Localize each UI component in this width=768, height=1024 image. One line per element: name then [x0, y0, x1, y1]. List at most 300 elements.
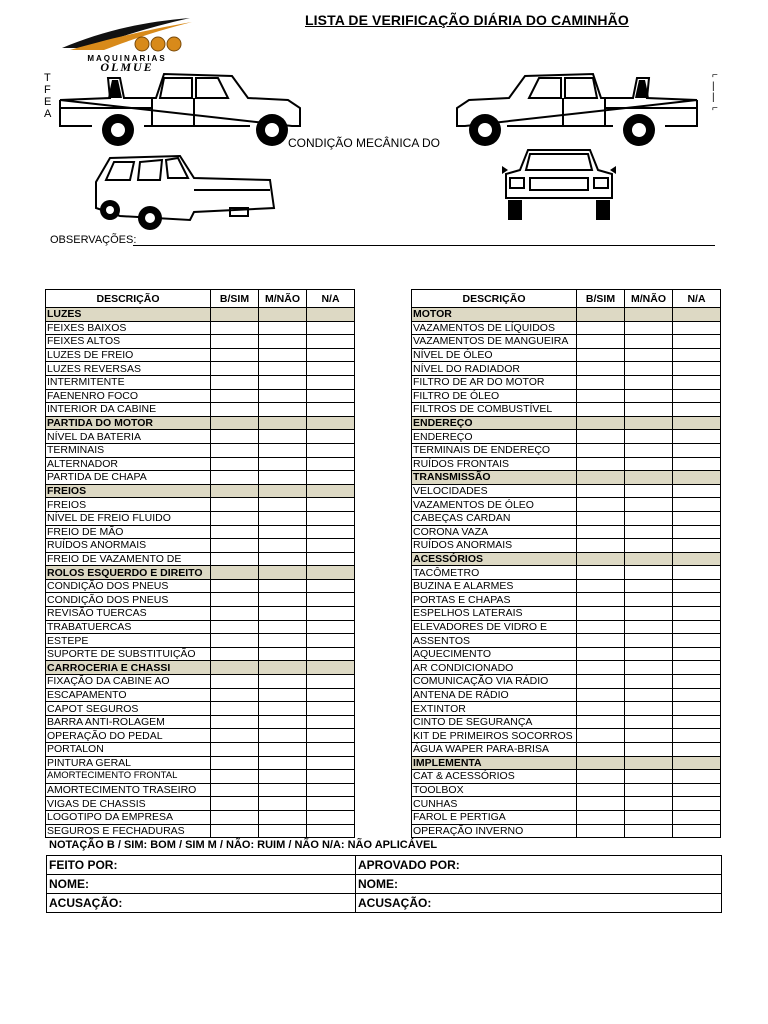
check-cell-na[interactable] [673, 389, 721, 403]
check-cell-bsim[interactable] [211, 321, 259, 335]
check-cell-bsim[interactable] [211, 688, 259, 702]
check-cell-mnao[interactable] [259, 389, 307, 403]
check-cell-bsim[interactable] [211, 743, 259, 757]
check-cell-bsim[interactable] [577, 647, 625, 661]
checklist-item-label: CORONA VAZA [412, 525, 577, 539]
check-cell-na[interactable] [673, 593, 721, 607]
check-cell-na[interactable] [673, 620, 721, 634]
checklist-item-label: ANTENA DE RÁDIO [412, 688, 577, 702]
check-cell-mnao[interactable] [625, 661, 673, 675]
check-cell-mnao[interactable] [259, 634, 307, 648]
check-cell-bsim[interactable] [211, 430, 259, 444]
check-cell-mnao[interactable] [259, 335, 307, 349]
check-cell-mnao[interactable] [625, 824, 673, 838]
check-cell-mnao[interactable] [625, 675, 673, 689]
checklist-row [46, 457, 355, 471]
check-cell-bsim[interactable] [577, 498, 625, 512]
truck-side-right-illustration [448, 68, 710, 148]
check-cell-mnao[interactable] [625, 566, 673, 580]
check-cell-bsim[interactable] [577, 389, 625, 403]
checklist-row [412, 348, 721, 362]
check-cell-bsim[interactable] [211, 715, 259, 729]
check-cell-mnao[interactable] [259, 443, 307, 457]
checklist-row [412, 688, 721, 702]
check-cell-na[interactable] [307, 335, 355, 349]
check-cell-bsim[interactable] [211, 756, 259, 770]
check-cell-mnao[interactable] [625, 593, 673, 607]
check-cell-mnao[interactable] [625, 797, 673, 811]
check-cell-na[interactable] [673, 335, 721, 349]
checklist-item-label: FILTROS DE COMBUSTÍVEL [412, 403, 577, 417]
check-cell-mnao[interactable] [259, 756, 307, 770]
check-cell-bsim[interactable] [577, 620, 625, 634]
column-header-description: DESCRIÇÃO [412, 290, 577, 308]
check-cell-mnao[interactable] [625, 457, 673, 471]
checklist-item-label: ASSENTOS [412, 634, 577, 648]
check-cell-na[interactable] [307, 471, 355, 485]
check-cell-bsim[interactable] [211, 511, 259, 525]
check-cell-bsim[interactable] [577, 484, 625, 498]
check-cell-na[interactable] [307, 688, 355, 702]
check-cell-na[interactable] [673, 539, 721, 553]
acknowledgement-left-field[interactable]: ACUSAÇÃO: [47, 894, 356, 913]
check-cell-bsim[interactable] [577, 702, 625, 716]
check-cell-mnao [625, 552, 673, 566]
checklist-item-label: COMUNICAÇÃO VIA RÁDIO [412, 675, 577, 689]
check-cell-mnao[interactable] [259, 552, 307, 566]
checklist-row [46, 688, 355, 702]
check-cell-na[interactable] [673, 566, 721, 580]
check-cell-bsim[interactable] [211, 539, 259, 553]
checklist-row [412, 321, 721, 335]
section-header-row [412, 552, 721, 566]
check-cell-bsim[interactable] [211, 824, 259, 838]
check-cell-na[interactable] [673, 797, 721, 811]
check-cell-na[interactable] [673, 443, 721, 457]
check-cell-na[interactable] [307, 539, 355, 553]
checklist-row [412, 675, 721, 689]
check-cell-mnao[interactable] [259, 457, 307, 471]
checklist-item-label: BUZINA E ALARMES [412, 579, 577, 593]
check-cell-mnao[interactable] [625, 729, 673, 743]
check-cell-na[interactable] [673, 525, 721, 539]
checklist-item-label: TRABATUERCAS [46, 620, 211, 634]
check-cell-bsim[interactable] [211, 593, 259, 607]
checklist-row [46, 579, 355, 593]
check-cell-na[interactable] [307, 756, 355, 770]
check-cell-bsim[interactable] [211, 607, 259, 621]
checklist-item-label: NÍVEL DA BATERIA [46, 430, 211, 444]
check-cell-na[interactable] [673, 688, 721, 702]
check-cell-mnao[interactable] [625, 335, 673, 349]
column-header-mnao: M/NÃO [259, 290, 307, 308]
check-cell-bsim[interactable] [577, 770, 625, 784]
check-cell-mnao[interactable] [259, 593, 307, 607]
check-cell-na[interactable] [673, 743, 721, 757]
check-cell-na[interactable] [307, 348, 355, 362]
check-cell-na[interactable] [307, 783, 355, 797]
checklist-item-label: TOOLBOX [412, 783, 577, 797]
check-cell-mnao[interactable] [259, 471, 307, 485]
check-cell-mnao[interactable] [259, 375, 307, 389]
check-cell-na[interactable] [307, 647, 355, 661]
check-cell-na[interactable] [307, 457, 355, 471]
checklist-row [46, 498, 355, 512]
check-cell-na[interactable] [673, 403, 721, 417]
check-cell-mnao[interactable] [259, 403, 307, 417]
column-header-na: N/A [673, 290, 721, 308]
column-header-mnao: M/NÃO [625, 290, 673, 308]
check-cell-bsim[interactable] [211, 797, 259, 811]
name-left-field[interactable]: NOME: [47, 875, 356, 894]
checklist-item-label: ESTEPE [46, 634, 211, 648]
checklist-item-label: ESPELHOS LATERAIS [412, 607, 577, 621]
signature-table [46, 855, 722, 913]
check-cell-na[interactable] [673, 430, 721, 444]
check-cell-na[interactable] [673, 770, 721, 784]
checklist-row [412, 375, 721, 389]
checklist-row [412, 389, 721, 403]
checklist-row [412, 593, 721, 607]
checklist-item-label: ENDEREÇO [412, 430, 577, 444]
checklist-row [412, 579, 721, 593]
signature-row-acknowledgement [47, 894, 722, 913]
check-cell-bsim[interactable] [577, 634, 625, 648]
check-cell-mnao[interactable] [625, 579, 673, 593]
check-cell-bsim[interactable] [577, 335, 625, 349]
check-cell-bsim[interactable] [211, 552, 259, 566]
check-cell-mnao[interactable] [259, 647, 307, 661]
check-cell-na[interactable] [307, 389, 355, 403]
check-cell-bsim[interactable] [211, 443, 259, 457]
check-cell-bsim[interactable] [577, 593, 625, 607]
check-cell-bsim[interactable] [211, 389, 259, 403]
check-cell-mnao[interactable] [259, 770, 307, 784]
check-cell-bsim[interactable] [577, 457, 625, 471]
check-cell-bsim[interactable] [577, 539, 625, 553]
check-cell-bsim[interactable] [577, 579, 625, 593]
check-cell-na [307, 484, 355, 498]
check-cell-bsim[interactable] [577, 675, 625, 689]
check-cell-bsim[interactable] [577, 688, 625, 702]
checklist-row [412, 729, 721, 743]
check-cell-na[interactable] [673, 702, 721, 716]
check-cell-mnao[interactable] [259, 511, 307, 525]
check-cell-mnao[interactable] [259, 620, 307, 634]
check-cell-mnao[interactable] [259, 321, 307, 335]
check-cell-na[interactable] [673, 647, 721, 661]
check-cell-na[interactable] [673, 661, 721, 675]
check-cell-na[interactable] [307, 729, 355, 743]
svg-text:OLMUE: OLMUE [100, 60, 154, 72]
check-cell-na[interactable] [307, 552, 355, 566]
check-cell-bsim[interactable] [577, 729, 625, 743]
check-cell-bsim[interactable] [577, 743, 625, 757]
check-cell-mnao[interactable] [259, 362, 307, 376]
checklist-row [412, 783, 721, 797]
check-cell-na [307, 661, 355, 675]
check-cell-na[interactable] [307, 511, 355, 525]
check-cell-mnao [259, 416, 307, 430]
section-label: PARTIDA DO MOTOR [46, 416, 211, 430]
check-cell-mnao[interactable] [259, 729, 307, 743]
name-right-field[interactable]: NOME: [356, 875, 722, 894]
check-cell-bsim[interactable] [211, 471, 259, 485]
check-cell-bsim[interactable] [211, 675, 259, 689]
check-cell-na[interactable] [307, 579, 355, 593]
check-cell-mnao[interactable] [259, 715, 307, 729]
check-cell-na[interactable] [307, 797, 355, 811]
check-cell-na[interactable] [673, 715, 721, 729]
checklist-item-label: FEIXES ALTOS [46, 335, 211, 349]
check-cell-mnao[interactable] [625, 362, 673, 376]
check-cell-na[interactable] [673, 675, 721, 689]
section-header-row [412, 471, 721, 485]
check-cell-na[interactable] [307, 770, 355, 784]
column-header-description: DESCRIÇÃO [46, 290, 211, 308]
check-cell-bsim[interactable] [211, 348, 259, 362]
check-cell-na[interactable] [307, 620, 355, 634]
check-cell-mnao[interactable] [625, 430, 673, 444]
check-cell-mnao[interactable] [259, 498, 307, 512]
check-cell-mnao[interactable] [625, 688, 673, 702]
column-header-na: N/A [307, 290, 355, 308]
check-cell-mnao[interactable] [259, 675, 307, 689]
check-cell-na[interactable] [673, 810, 721, 824]
section-header-row [46, 308, 355, 322]
check-cell-mnao[interactable] [625, 539, 673, 553]
checklist-item-label: FEIXES BAIXOS [46, 321, 211, 335]
made-by-field[interactable]: FEITO POR: [47, 856, 356, 875]
checklist-row [46, 770, 355, 784]
cropped-marks-left: T F E A [44, 72, 52, 120]
section-label: TRANSMISSÃO [412, 471, 577, 485]
check-cell-mnao[interactable] [259, 525, 307, 539]
check-cell-bsim[interactable] [577, 715, 625, 729]
check-cell-mnao[interactable] [625, 634, 673, 648]
check-cell-mnao[interactable] [259, 579, 307, 593]
check-cell-bsim[interactable] [577, 321, 625, 335]
check-cell-mnao[interactable] [625, 607, 673, 621]
checklist-item-label: KIT DE PRIMEIROS SOCORROS [412, 729, 577, 743]
check-cell-na [673, 756, 721, 770]
checklist-row [46, 824, 355, 838]
check-cell-bsim[interactable] [577, 362, 625, 376]
check-cell-bsim[interactable] [211, 620, 259, 634]
check-cell-mnao[interactable] [625, 702, 673, 716]
checklist-item-label: FILTRO DE ÓLEO [412, 389, 577, 403]
check-cell-mnao[interactable] [625, 770, 673, 784]
checklist-item-label: NÍVEL DE FREIO FLUIDO [46, 511, 211, 525]
check-cell-bsim[interactable] [577, 810, 625, 824]
check-cell-na[interactable] [307, 675, 355, 689]
check-cell-bsim[interactable] [211, 335, 259, 349]
check-cell-bsim[interactable] [211, 647, 259, 661]
check-cell-mnao[interactable] [625, 375, 673, 389]
checklist-row [46, 675, 355, 689]
check-cell-mnao [625, 416, 673, 430]
check-cell-bsim[interactable] [577, 348, 625, 362]
check-cell-bsim[interactable] [577, 511, 625, 525]
check-cell-na[interactable] [673, 484, 721, 498]
section-label: IMPLEMENTA [412, 756, 577, 770]
check-cell-mnao[interactable] [259, 348, 307, 362]
checklist-row [412, 607, 721, 621]
check-cell-mnao[interactable] [625, 389, 673, 403]
check-cell-na[interactable] [307, 443, 355, 457]
section-label: CARROCERIA E CHASSI [46, 661, 211, 675]
check-cell-na[interactable] [307, 403, 355, 417]
checklist-row [46, 647, 355, 661]
cropped-marks-right: ⌐ | | ⌐ [712, 70, 718, 114]
check-cell-na[interactable] [673, 511, 721, 525]
check-cell-na[interactable] [673, 579, 721, 593]
check-cell-bsim[interactable] [211, 362, 259, 376]
check-cell-mnao[interactable] [625, 647, 673, 661]
observations-field[interactable] [133, 245, 715, 246]
check-cell-na[interactable] [307, 525, 355, 539]
check-cell-bsim [577, 308, 625, 322]
check-cell-bsim[interactable] [211, 525, 259, 539]
check-cell-na[interactable] [673, 375, 721, 389]
check-cell-bsim[interactable] [577, 403, 625, 417]
check-cell-bsim[interactable] [577, 375, 625, 389]
check-cell-na[interactable] [673, 348, 721, 362]
check-cell-mnao[interactable] [625, 783, 673, 797]
check-cell-mnao[interactable] [625, 715, 673, 729]
check-cell-bsim[interactable] [577, 661, 625, 675]
check-cell-na[interactable] [307, 743, 355, 757]
check-cell-bsim[interactable] [211, 783, 259, 797]
check-cell-bsim[interactable] [577, 824, 625, 838]
check-cell-na[interactable] [307, 430, 355, 444]
check-cell-bsim[interactable] [577, 566, 625, 580]
check-cell-na[interactable] [673, 729, 721, 743]
acknowledgement-right-field[interactable]: ACUSAÇÃO: [356, 894, 722, 913]
check-cell-na[interactable] [307, 375, 355, 389]
check-cell-bsim[interactable] [577, 443, 625, 457]
check-cell-mnao[interactable] [259, 607, 307, 621]
checklist-item-label: REVISÃO TUERCAS [46, 607, 211, 621]
check-cell-na[interactable] [307, 715, 355, 729]
check-cell-bsim[interactable] [211, 403, 259, 417]
check-cell-na[interactable] [307, 634, 355, 648]
check-cell-mnao[interactable] [259, 702, 307, 716]
check-cell-mnao[interactable] [625, 348, 673, 362]
check-cell-na[interactable] [673, 498, 721, 512]
check-cell-mnao[interactable] [259, 824, 307, 838]
check-cell-mnao[interactable] [259, 797, 307, 811]
check-cell-bsim[interactable] [577, 525, 625, 539]
check-cell-na[interactable] [673, 321, 721, 335]
checklist-item-label: SEGUROS E FECHADURAS [46, 824, 211, 838]
check-cell-mnao[interactable] [625, 484, 673, 498]
checklist-item-label: FILTRO DE AR DO MOTOR [412, 375, 577, 389]
checklist-row [412, 824, 721, 838]
signature-row-made-approved [47, 856, 722, 875]
checklist-item-label: EXTINTOR [412, 702, 577, 716]
check-cell-mnao[interactable] [259, 430, 307, 444]
check-cell-na[interactable] [307, 810, 355, 824]
check-cell-mnao [259, 566, 307, 580]
check-cell-na [673, 416, 721, 430]
check-cell-mnao[interactable] [625, 743, 673, 757]
check-cell-bsim[interactable] [211, 702, 259, 716]
check-cell-bsim[interactable] [211, 457, 259, 471]
check-cell-mnao[interactable] [625, 443, 673, 457]
check-cell-bsim[interactable] [211, 634, 259, 648]
check-cell-na[interactable] [307, 321, 355, 335]
check-cell-bsim[interactable] [577, 783, 625, 797]
section-header-row [46, 484, 355, 498]
checklist-row [412, 810, 721, 824]
check-cell-mnao[interactable] [259, 688, 307, 702]
check-cell-mnao[interactable] [625, 810, 673, 824]
check-cell-na[interactable] [673, 457, 721, 471]
check-cell-bsim[interactable] [211, 579, 259, 593]
check-cell-mnao[interactable] [625, 525, 673, 539]
check-cell-bsim[interactable] [211, 375, 259, 389]
check-cell-mnao[interactable] [259, 743, 307, 757]
check-cell-mnao[interactable] [259, 783, 307, 797]
check-cell-bsim[interactable] [577, 607, 625, 621]
check-cell-bsim[interactable] [211, 770, 259, 784]
check-cell-na[interactable] [307, 593, 355, 607]
checklist-row [412, 620, 721, 634]
check-cell-mnao[interactable] [625, 511, 673, 525]
checklist-item-label: BARRA ANTI-ROLAGEM [46, 715, 211, 729]
section-header-row [46, 661, 355, 675]
checklist-row [46, 702, 355, 716]
check-cell-na[interactable] [673, 634, 721, 648]
check-cell-bsim[interactable] [577, 430, 625, 444]
check-cell-bsim[interactable] [211, 498, 259, 512]
checklist-item-label: CUNHAS [412, 797, 577, 811]
approved-by-field[interactable]: APROVADO POR: [356, 856, 722, 875]
check-cell-bsim[interactable] [211, 810, 259, 824]
check-cell-na[interactable] [673, 783, 721, 797]
check-cell-na[interactable] [673, 607, 721, 621]
checklist-row [412, 566, 721, 580]
check-cell-mnao[interactable] [259, 539, 307, 553]
check-cell-bsim[interactable] [577, 797, 625, 811]
checklist-item-label: ELEVADORES DE VIDRO E [412, 620, 577, 634]
check-cell-mnao[interactable] [259, 810, 307, 824]
check-cell-na[interactable] [307, 607, 355, 621]
checklist-row [46, 362, 355, 376]
check-cell-mnao[interactable] [625, 321, 673, 335]
check-cell-na[interactable] [307, 702, 355, 716]
check-cell-bsim[interactable] [211, 729, 259, 743]
check-cell-na [307, 416, 355, 430]
checklist-item-label: PINTURA GERAL [46, 756, 211, 770]
check-cell-na[interactable] [673, 362, 721, 376]
check-cell-mnao[interactable] [625, 403, 673, 417]
checklist-row [46, 321, 355, 335]
check-cell-mnao[interactable] [625, 498, 673, 512]
checklist-item-label: ALTERNADOR [46, 457, 211, 471]
checklist-row [46, 335, 355, 349]
check-cell-na[interactable] [673, 824, 721, 838]
check-cell-mnao[interactable] [625, 620, 673, 634]
checklist-row [46, 403, 355, 417]
check-cell-mnao [625, 756, 673, 770]
check-cell-na[interactable] [307, 362, 355, 376]
check-cell-na[interactable] [307, 498, 355, 512]
checklist-row [46, 620, 355, 634]
check-cell-na[interactable] [307, 824, 355, 838]
checklist-row [412, 457, 721, 471]
